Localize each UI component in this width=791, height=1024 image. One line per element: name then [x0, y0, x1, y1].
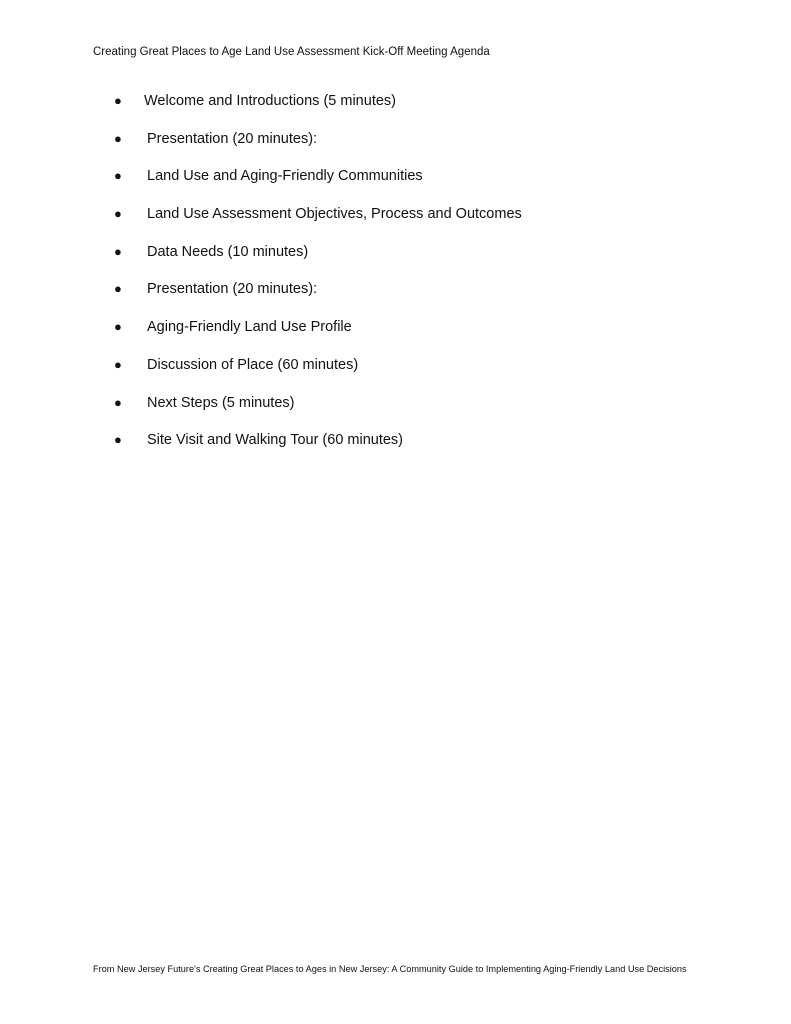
agenda-item-label: Land Use and Aging-Friendly Communities — [147, 168, 423, 185]
agenda-item-label: Next Steps (5 minutes) — [147, 394, 295, 411]
bullet-icon: ● — [114, 168, 122, 184]
bullet-icon: ● — [114, 356, 122, 372]
bullet-icon: ● — [114, 319, 122, 335]
agenda-item-label: Data Needs (10 minutes) — [147, 243, 309, 260]
agenda-item-label: Discussion of Place (60 minutes) — [147, 356, 359, 373]
bullet-icon: ● — [114, 130, 122, 146]
agenda-item-label: Land Use Assessment Objectives, Process and Outcomes — [147, 206, 522, 223]
bullet-icon: ● — [114, 394, 122, 410]
bullet-icon: ● — [114, 206, 122, 222]
agenda-item-label: Presentation (20 minutes): — [147, 281, 318, 298]
bullet-icon: ● — [114, 432, 122, 448]
bullet-icon: ● — [114, 243, 122, 259]
bullet-icon: ● — [114, 281, 122, 297]
agenda-item-label: Site Visit and Walking Tour (60 minutes) — [147, 432, 404, 449]
bullet-icon: ● — [114, 93, 122, 108]
agenda-item-label: Aging-Friendly Land Use Profile — [147, 319, 352, 336]
page-header: Creating Great Places to Age Land Use Assessment Kick-Off Meeting Agenda — [93, 46, 490, 58]
agenda-item-label: Welcome and Introductions (5 minutes) — [144, 93, 396, 109]
agenda-item-label: Presentation (20 minutes): — [147, 130, 318, 147]
page-footer: From New Jersey Future's Creating Great Places to Ages in New Jersey: A Community Guide to Implementing Aging-Friendly Land Use Decisions — [93, 964, 687, 974]
